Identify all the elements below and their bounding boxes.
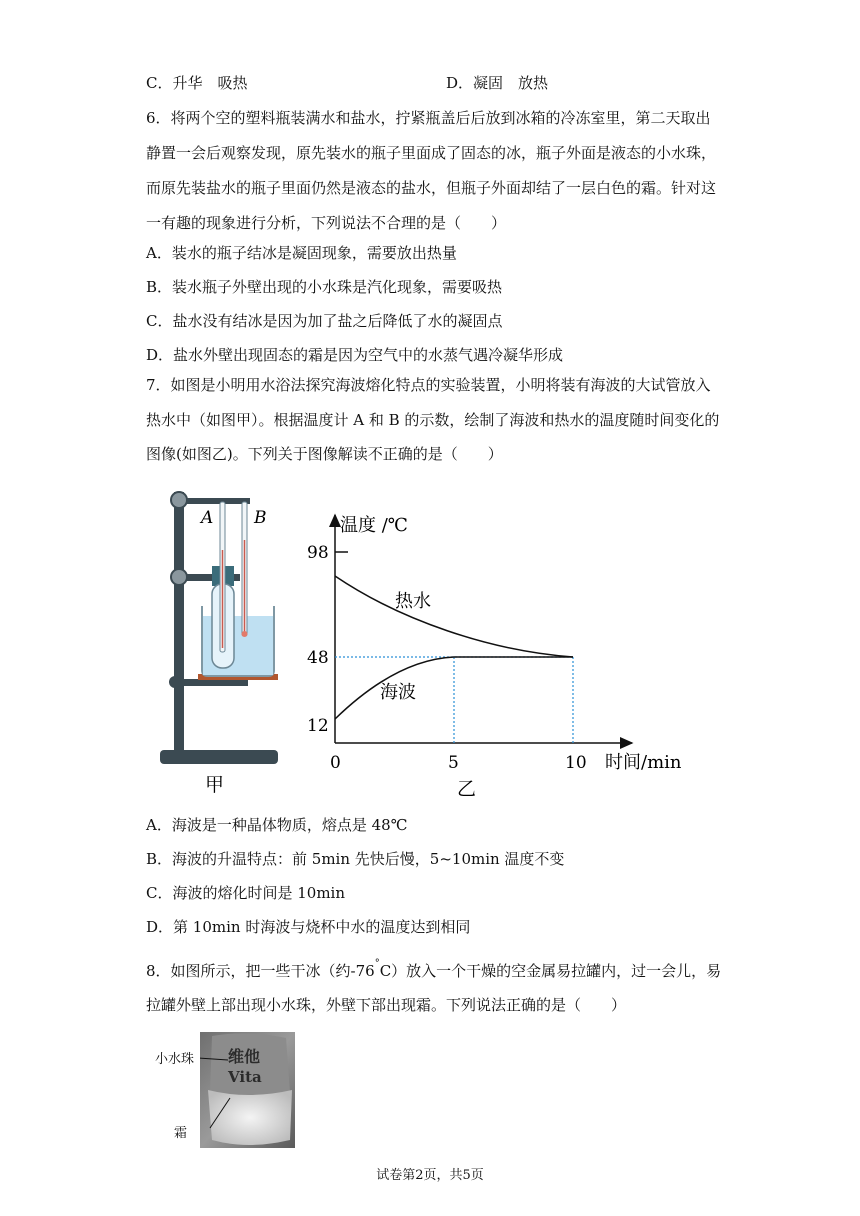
q6-option-b: B．装水瓶子外壁出现的小水珠是汽化现象，需要吸热: [146, 278, 503, 296]
apparatus-caption: 甲: [205, 774, 225, 796]
can-logo-sub: Vita: [228, 1068, 262, 1086]
q6-line-2: 静置一会后观察发现，原先装水的瓶子里面成了固态的冰，瓶子外面是液态的小水珠，: [146, 144, 717, 162]
q7-line-3: 图像(如图乙)。下列关于图像解读不正确的是（ ）: [146, 445, 503, 463]
label-a: A: [201, 508, 214, 528]
q8-degree-mark: °: [374, 958, 380, 969]
q7-line-2: 热水中（如图甲）。根据温度计 A 和 B 的示数，绘制了海波和热水的温度随时间变化的: [146, 411, 720, 429]
y-tick-98: 98: [307, 543, 329, 563]
q6-option-d: D．盐水外壁出现固态的霜是因为空气中的水蒸气遇冷凝华形成: [146, 346, 564, 364]
q8-line-2: 拉罐外壁上部出现小水珠，外壁下部出现霜。下列说法正确的是（ ）: [146, 996, 627, 1014]
photo-label-frost: 霜: [174, 1126, 188, 1141]
q6-line-4: 一有趣的现象进行分析，下列说法不合理的是（ ）: [146, 214, 507, 232]
hot-water-curve: [335, 576, 573, 657]
q7-option-b: B．海波的升温特点：前 5min 先快后慢，5~10min 温度不变: [146, 850, 565, 868]
q8-line-1: [146, 960, 721, 985]
x-axis-label: 时间/min: [605, 752, 682, 773]
x-tick-10: 10: [565, 753, 587, 773]
top-clamp-knob: [171, 492, 187, 508]
q6-line-1: 6．将两个空的塑料瓶装满水和盐水，拧紧瓶盖后后放到冰箱的冷冻室里，第二天取出: [146, 109, 711, 127]
q5-option-c: C．升华 吸热: [146, 74, 248, 92]
q8-line-1-post: C）放入一个干燥的空金属易拉罐内，过一会儿，易: [379, 962, 722, 980]
graph-caption: 乙: [457, 778, 477, 800]
can-photo: [200, 1032, 295, 1148]
ring-knob: [169, 676, 181, 688]
q7-line-1: 7．如图是小明用水浴法探究海波熔化特点的实验装置，小明将装有海波的大试管放入: [146, 376, 711, 394]
q8-line-1-pre: 8．如图所示，把一些干冰（约-76: [146, 962, 375, 980]
y-tick-48: 48: [307, 648, 329, 668]
can-frost: [208, 1090, 292, 1145]
q6-option-a: A．装水的瓶子结冰是凝固现象，需要放出热量: [146, 244, 457, 262]
x-tick-5: 5: [448, 753, 459, 773]
photo-label-droplets: 小水珠: [155, 1052, 195, 1067]
y-axis-label: 温度 /℃: [340, 515, 408, 536]
q6-option-c: C．盐水没有结冰是因为加了盐之后降低了水的凝固点: [146, 312, 503, 330]
haibo-label: 海波: [380, 682, 416, 703]
thermometer-b-bulb: [242, 631, 248, 637]
ring-support: [178, 679, 248, 686]
hot-water-label: 热水: [395, 591, 431, 612]
x-tick-0: 0: [330, 753, 341, 773]
q7-option-d: D．第 10min 时海波与烧杯中水的温度达到相同: [146, 918, 471, 936]
apparatus-figure: [150, 480, 285, 800]
page-footer: 试卷第2页，共5页: [376, 1168, 484, 1183]
q7-option-c: C．海波的熔化时间是 10min: [146, 884, 346, 902]
q6-line-3: 而原先装盐水的瓶子里面仍然是液态的盐水，但瓶子外面却结了一层白色的霜。针对这: [146, 179, 717, 197]
top-arm: [180, 498, 250, 504]
q5-option-d: D．凝固 放热: [446, 74, 549, 92]
y-tick-12: 12: [307, 716, 329, 736]
q7-option-a: A．海波是一种晶体物质，熔点是 48℃: [146, 816, 408, 834]
can-logo: 维他: [228, 1047, 261, 1066]
temperature-graph: [300, 505, 700, 800]
label-b: B: [254, 508, 267, 528]
stand-pole: [174, 492, 184, 754]
middle-clamp-knob: [171, 569, 187, 585]
